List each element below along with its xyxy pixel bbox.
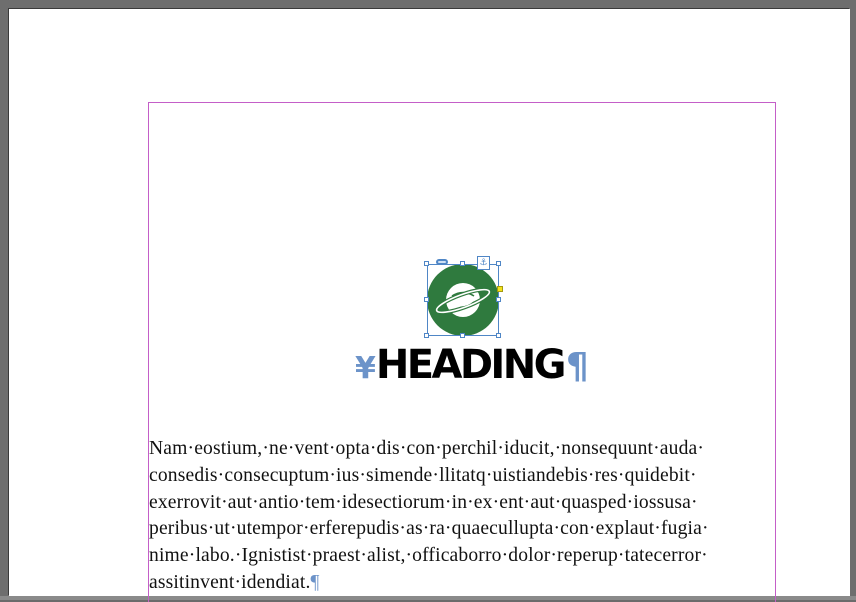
body-paragraph[interactable] <box>149 436 789 597</box>
resize-handle-top-left[interactable] <box>424 261 429 266</box>
anchor-marker-icon[interactable]: ⚓ <box>477 256 490 270</box>
resize-handle-bottom[interactable] <box>460 333 465 338</box>
paragraph-mark-icon: ¶ <box>565 346 589 387</box>
body-line-last[interactable] <box>149 570 779 597</box>
heading-paragraph[interactable] <box>355 342 589 392</box>
resize-handle-top[interactable] <box>460 261 465 266</box>
body-line[interactable]: nime·labo.·Ignistist·praest·alist,·officaborro·dolor·reperup·tatecerror· <box>149 545 708 567</box>
body-line[interactable]: consedis·consecuptum·ius·simende·llitatq·uistiandebis·res·quidebit· <box>149 464 697 486</box>
resize-handle-left[interactable] <box>424 297 429 302</box>
body-line[interactable]: Nam·eostium,·ne·vent·opta·dis·con·perchil·iducit,·nonsequunt·auda· <box>149 438 705 459</box>
resize-handle-right[interactable] <box>496 297 501 302</box>
resize-handle-top-right[interactable] <box>496 261 501 266</box>
body-line[interactable]: exerrovit·aut·antio·tem·idesectiorum·in·ex·ent·aut·quasped·iossusa· <box>149 491 698 513</box>
heading-text[interactable]: HEADING <box>375 342 564 388</box>
resize-handle-bottom-right[interactable] <box>496 333 501 338</box>
body-line[interactable]: peribus·ut·utempor·erferepudis·as·ra·quaecullupta·con·explaut·fugia· <box>149 518 709 540</box>
paragraph-mark-icon: ¶ <box>310 571 320 593</box>
anchored-object-marker-icon: ¥ <box>355 351 376 386</box>
content-grabber-icon[interactable] <box>436 259 448 265</box>
live-corner-handle[interactable] <box>497 286 503 292</box>
body-line-text: assitinvent·idendiat. <box>149 571 311 593</box>
graphic-frame[interactable] <box>427 264 499 336</box>
resize-handle-bottom-left[interactable] <box>424 333 429 338</box>
